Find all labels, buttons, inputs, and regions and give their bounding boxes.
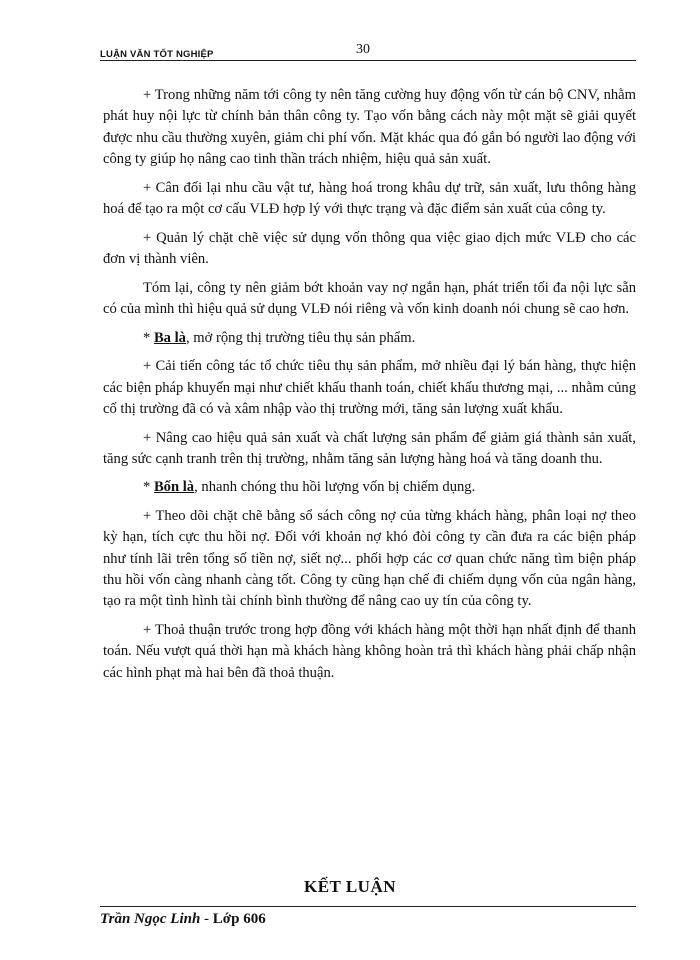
body-text [103, 85, 636, 691]
bullet-marker: * [143, 479, 154, 496]
header-divider [100, 60, 636, 61]
header-label: LUẬN VĂN TỐT NGHIỆP [100, 49, 214, 60]
bullet-marker: * [143, 329, 154, 346]
paragraph-3: + Quản lý chặt chẽ việc sử dụng vốn thông qua việc giao dịch mức VLĐ cho các đơn vị thành viên. [103, 229, 636, 267]
paragraph-7: + Nâng cao hiệu quả sản xuất và chất lượng sản phẩm để giảm giá thành sản xuất, tăng sức cạnh tranh trên thị trường, nhằm tăng sản lượng hàng hoá và tăng doanh thu. [103, 429, 636, 467]
paragraph-1: + Trong những năm tới công ty nên tăng cường huy động vốn từ cán bộ CNV, nhằm phát huy nội lực từ chính bản thân công ty. Tạo vốn bằng cách này một mặt sẽ giải quyết được nhu cầu thường xuyên, giảm chi phí vốn. Mặt khác qua đó gắn bó người lao động với công ty giúp họ nâng cao tinh thần trách nhiệm, hiệu quả sản xuất. [103, 87, 636, 167]
footer-separator: - [200, 911, 213, 927]
section-lead: Bốn là [153, 479, 195, 496]
footer-author: Trần Ngọc Linh [100, 911, 201, 927]
paragraph-summary: Tóm lại, công ty nên giảm bớt khoản vay nợ ngắn hạn, phát triển tối đa nội lực sẵn có của mình thì hiệu quả sử dụng VLĐ nói riêng và vốn kinh doanh nói chung sẽ cao hơn. [103, 279, 636, 317]
footer-divider [100, 906, 636, 907]
section-lead: Ba là [153, 329, 186, 346]
paragraph-2: + Cân đối lại nhu cầu vật tư, hàng hoá trong khâu dự trữ, sản xuất, lưu thông hàng hoá để tạo ra một cơ cấu VLĐ hợp lý với thực trạng và đặc điểm sản xuất của công ty. [103, 179, 636, 217]
page-number: 30 [356, 42, 370, 57]
section-heading-bon-la [103, 477, 636, 498]
section-text: , mở rộng thị trường tiêu thụ sản phẩm. [185, 329, 416, 346]
footer-class: Lớp 606 [212, 911, 266, 927]
paragraph-9: + Theo dõi chặt chẽ bằng sổ sách công nợ của từng khách hàng, phân loại nợ theo kỳ hạn, tích cực thu hồi nợ. Đối với khoản nợ khó đòi công ty cần đưa ra các biện pháp như tính lãi trên tổng số tiền nợ, siết nợ... phối hợp các cơ quan chức năng tìm biện pháp thu hồi vốn càng nhanh càng tốt. Công ty cũng hạn chế đi chiếm dụng vốn của ngân hàng, tạo ra một tình hình tài chính bình thường để nâng cao uy tín của công ty. [103, 508, 636, 610]
paragraph-10: + Thoả thuận trước trong hợp đồng với khách hàng một thời hạn nhất định để thanh toán. Nếu vượt quá thời hạn mà khách hàng không hoàn trả thì khách hàng phải chấp nhận các hình phạt mà hai bên đã thoả thuận. [103, 622, 636, 681]
conclusion-heading: KẾT LUẬN [303, 877, 396, 896]
paragraph-6: + Cải tiến công tác tổ chức tiêu thụ sản phẩm, mở nhiều đại lý bán hàng, thực hiện các biện pháp khuyến mại như chiết khấu thanh toán, chiết khấu thương mại, ... nhằm củng cố thị trường đã có và xâm nhập vào thị trường mới, tăng sản lượng xuất khẩu. [103, 358, 636, 417]
section-text: , nhanh chóng thu hồi lượng vốn bị chiếm dụng. [194, 479, 476, 496]
section-heading-ba-la [103, 328, 636, 349]
footer [100, 911, 266, 928]
